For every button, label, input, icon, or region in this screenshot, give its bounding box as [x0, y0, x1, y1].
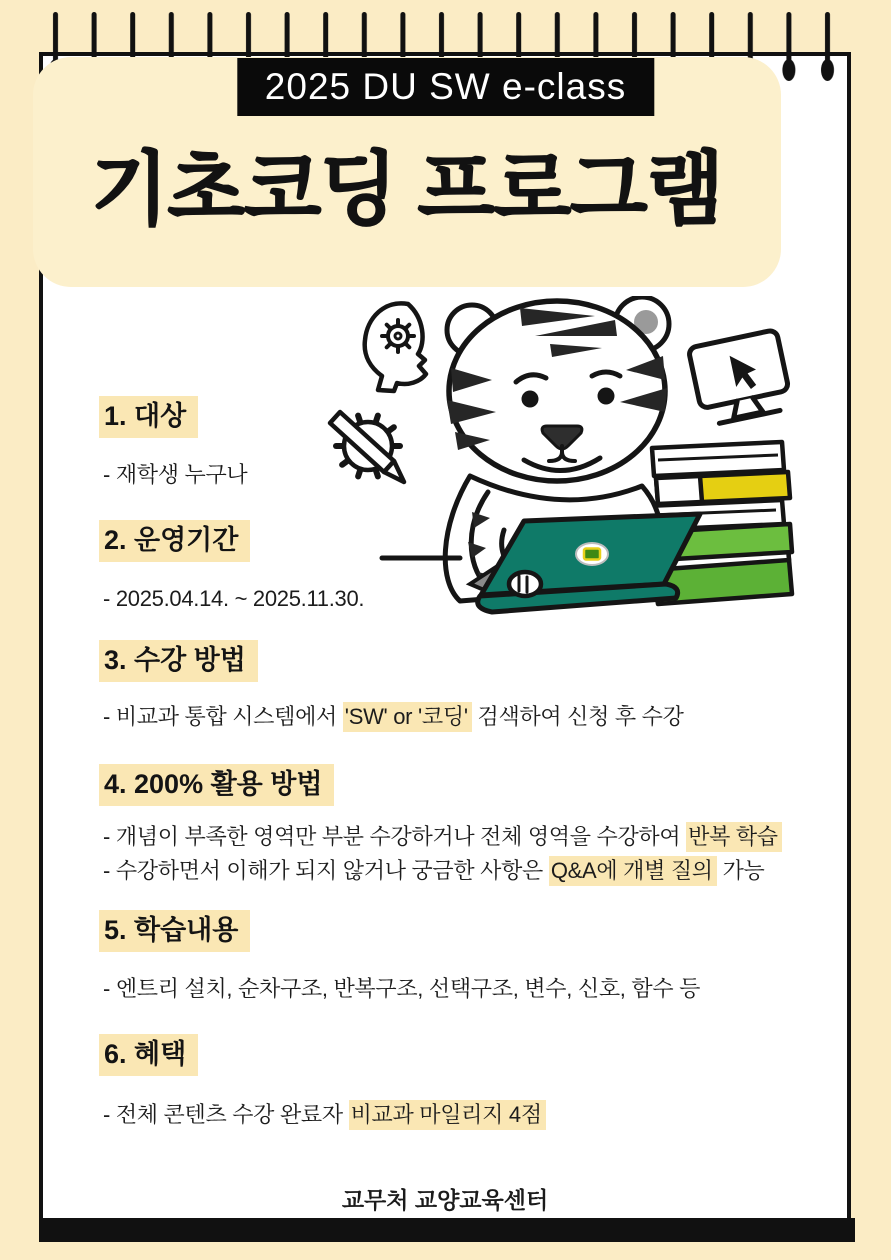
section-6-heading: 6. 혜택: [99, 1032, 198, 1071]
content-layer: [39, 52, 851, 1222]
section-4-line-2: - 수강하면서 이해가 되지 않거나 궁금한 사항은 Q&A에 개별 질의 가능: [103, 854, 782, 888]
section-2-body: - 2025.04.14. ~ 2025.11.30.: [103, 586, 365, 611]
section-4-line-1: - 개념이 부족한 영역만 부분 수강하거나 전체 영역을 수강하여 반복 학습: [103, 820, 782, 854]
section-3-heading: 3. 수강 방법: [99, 638, 258, 677]
section-1-body: - 재학생 누구나: [103, 462, 248, 487]
section-1-heading: 1. 대상: [99, 394, 198, 433]
section-5-heading: 5. 학습내용: [99, 908, 250, 947]
poster-footer: 교무처 교양교육센터: [341, 1187, 549, 1213]
section-6-body: - 전체 콘텐츠 수강 완료자 비교과 마일리지 4점: [103, 1098, 546, 1132]
section-2-heading: 2. 운영기간: [99, 518, 250, 557]
section-4-body: [103, 820, 782, 888]
section-5-body: - 엔트리 설치, 순차구조, 반복구조, 선택구조, 변수, 신호, 함수 등: [103, 976, 701, 1001]
section-3-body: - 비교과 통합 시스템에서 'SW' or '코딩' 검색하여 신청 후 수강: [103, 700, 684, 734]
badge: 2025 DU SW e-class: [237, 58, 654, 116]
poster-title: 기초코딩 프로그램: [91, 145, 723, 234]
section-4-heading: 4. 200% 활용 방법: [99, 762, 334, 801]
